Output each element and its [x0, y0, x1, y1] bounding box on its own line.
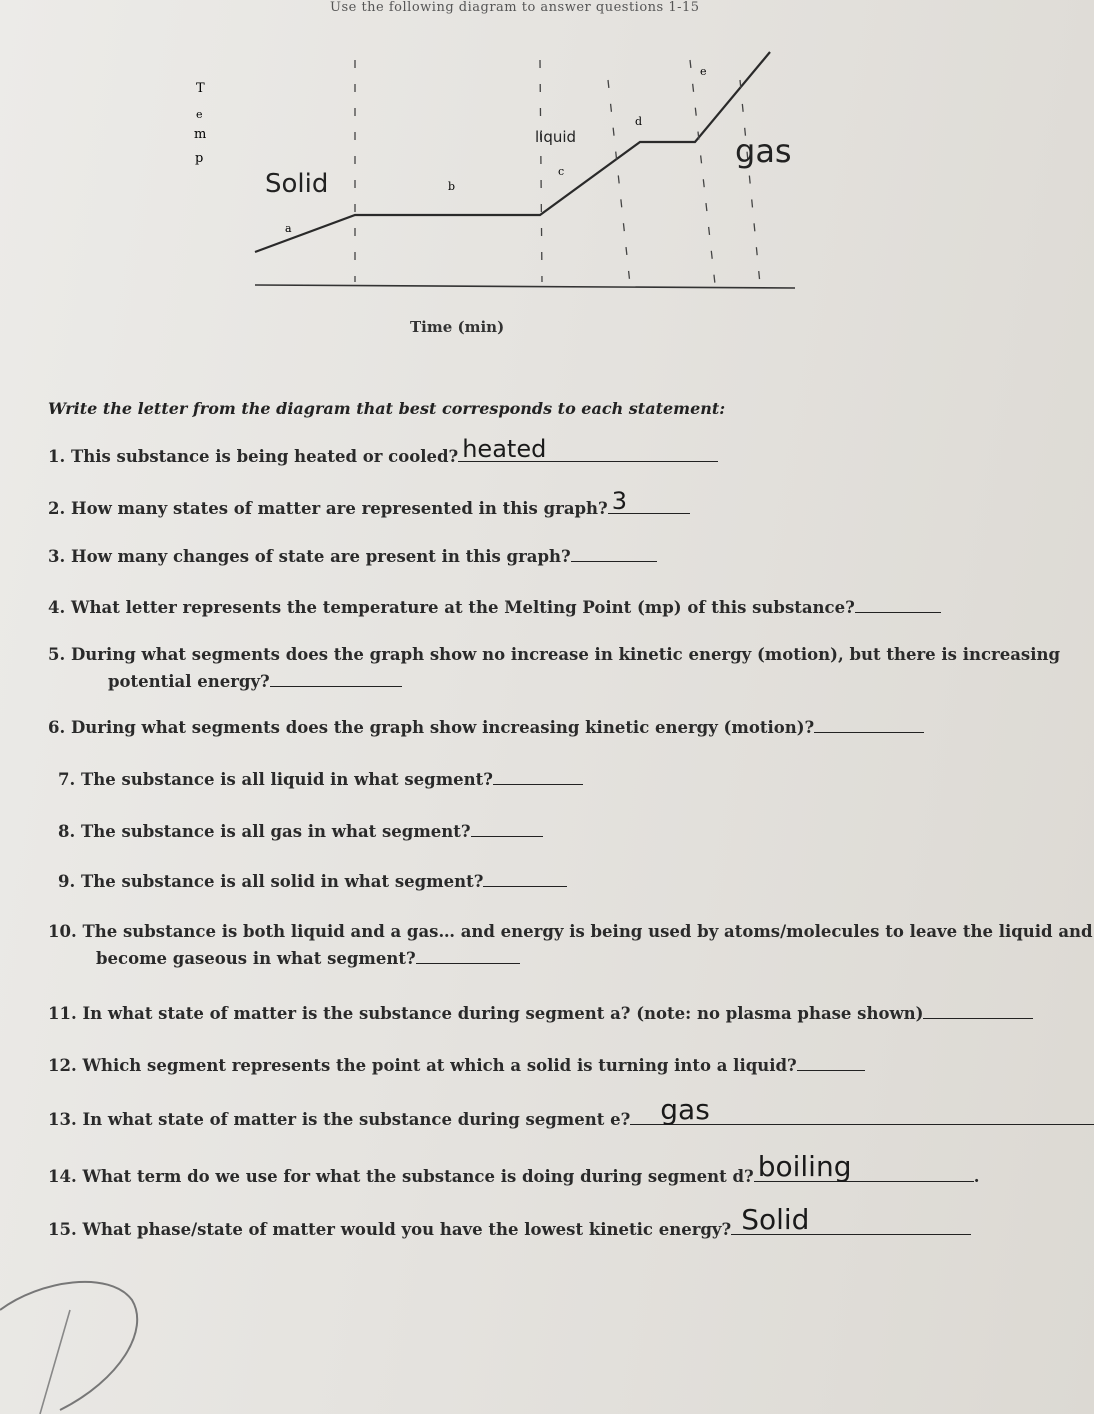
y-label-letter: e: [196, 108, 203, 121]
pencil-doodle: [0, 1270, 150, 1414]
question-number: 1.: [48, 447, 66, 466]
question-text-continued: [48, 945, 1093, 968]
question-10: [48, 922, 1093, 968]
answer-blank[interactable]: [754, 1150, 974, 1183]
question-number: 7.: [58, 770, 76, 789]
x-axis-line: [255, 285, 795, 288]
question-text: The substance is all solid in what segment?: [80, 872, 484, 891]
question-text: How many changes of state are present in this graph?: [70, 547, 571, 566]
question-6: [48, 714, 924, 737]
question-text: What phase/state of matter would you have the lowest kinetic energy?: [82, 1220, 732, 1239]
heating-curve-diagram: [180, 20, 820, 320]
question-number: 14.: [48, 1167, 77, 1186]
question-15: [48, 1203, 971, 1239]
segment-label-b: b: [448, 180, 456, 193]
answer-blank[interactable]: [571, 543, 657, 562]
answer-blank[interactable]: [814, 714, 924, 733]
question-number: 9.: [58, 872, 76, 891]
question-4: [48, 594, 941, 617]
question-text: The substance is all liquid in what segment?: [80, 770, 493, 789]
segment-label-e: e: [700, 65, 707, 78]
question-text: What letter represents the temperature at the Melting Point (mp) of this substance?: [70, 598, 855, 617]
question-number: 12.: [48, 1056, 77, 1075]
question-text: The substance is both liquid and a gas… and energy is being used by atoms/molecules to leave the liquid and: [82, 922, 1093, 941]
segment-label-a: a: [285, 222, 292, 235]
question-number: 6.: [48, 718, 66, 737]
answer-text: heated: [462, 435, 547, 463]
handwritten-liquid: liquid: [535, 128, 577, 146]
question-number: 2.: [48, 499, 66, 518]
answer-blank[interactable]: [493, 766, 583, 785]
question-text: The substance is all gas in what segment?: [80, 822, 471, 841]
answer-blank[interactable]: [270, 668, 402, 687]
question-12: [48, 1052, 865, 1075]
question-text: How many states of matter are represented in this graph?: [70, 499, 608, 518]
question-text: During what segments does the graph show no increase in kinetic energy (motion), but there is increasing: [70, 645, 1060, 664]
y-label-letter: m: [194, 127, 207, 142]
answer-text: gas: [660, 1093, 710, 1126]
x-axis-label: Time (min): [410, 318, 505, 336]
instructions: Write the letter from the diagram that best corresponds to each statement:: [48, 399, 726, 418]
question-number: 3.: [48, 547, 66, 566]
handwritten-gas: gas: [735, 132, 792, 170]
y-label-letter: p: [195, 151, 204, 166]
question-number: 13.: [48, 1110, 77, 1129]
trailing-period: .: [973, 1167, 980, 1186]
question-9: [58, 868, 567, 891]
question-1: [48, 435, 718, 466]
answer-blank[interactable]: [731, 1203, 971, 1236]
question-text-continued: [48, 668, 1060, 691]
question-number: 5.: [48, 645, 66, 664]
question-7: [58, 766, 583, 789]
answer-text: 3: [611, 487, 627, 515]
question-text-line2: potential energy?: [108, 672, 270, 691]
answer-blank[interactable]: [923, 1000, 1033, 1019]
question-text: This substance is being heated or cooled?: [70, 447, 459, 466]
question-text: During what segments does the graph show increasing kinetic energy (motion)?: [70, 718, 815, 737]
answer-blank[interactable]: [483, 868, 567, 887]
header-instruction: Use the following diagram to answer questions 1-15: [330, 0, 700, 15]
heating-curve-line: [255, 52, 770, 252]
answer-blank[interactable]: [630, 1093, 1094, 1126]
question-11: [48, 1000, 1033, 1023]
question-8: [58, 818, 543, 841]
question-text: In what state of matter is the substance during segment a? (note: no plasma phase shown): [82, 1004, 924, 1023]
handwritten-solid: Solid: [265, 169, 329, 199]
question-2: [48, 487, 690, 518]
question-number: 11.: [48, 1004, 77, 1023]
question-5: [48, 645, 1060, 691]
answer-text: boiling: [757, 1150, 852, 1183]
question-number: 8.: [58, 822, 76, 841]
question-text: Which segment represents the point at which a solid is turning into a liquid?: [82, 1056, 797, 1075]
question-number: 4.: [48, 598, 66, 617]
answer-blank[interactable]: [855, 594, 941, 613]
y-label-letter: T: [196, 81, 205, 96]
question-text: What term do we use for what the substance is doing during segment d?: [82, 1167, 754, 1186]
answer-blank[interactable]: [416, 945, 520, 964]
answer-blank[interactable]: [797, 1052, 865, 1071]
answer-blank[interactable]: [608, 487, 690, 515]
question-14: [48, 1150, 980, 1186]
answer-blank[interactable]: [458, 435, 718, 463]
segment-label-c: c: [558, 165, 565, 178]
question-text-line2: become gaseous in what segment?: [96, 949, 416, 968]
answer-text: Solid: [741, 1203, 810, 1236]
question-number: 10.: [48, 922, 77, 941]
question-3: [48, 543, 657, 566]
question-text: In what state of matter is the substance during segment e?: [82, 1110, 631, 1129]
question-number: 15.: [48, 1220, 77, 1239]
segment-label-d: d: [635, 115, 643, 128]
answer-blank[interactable]: [471, 818, 543, 837]
question-13: [48, 1093, 1094, 1129]
